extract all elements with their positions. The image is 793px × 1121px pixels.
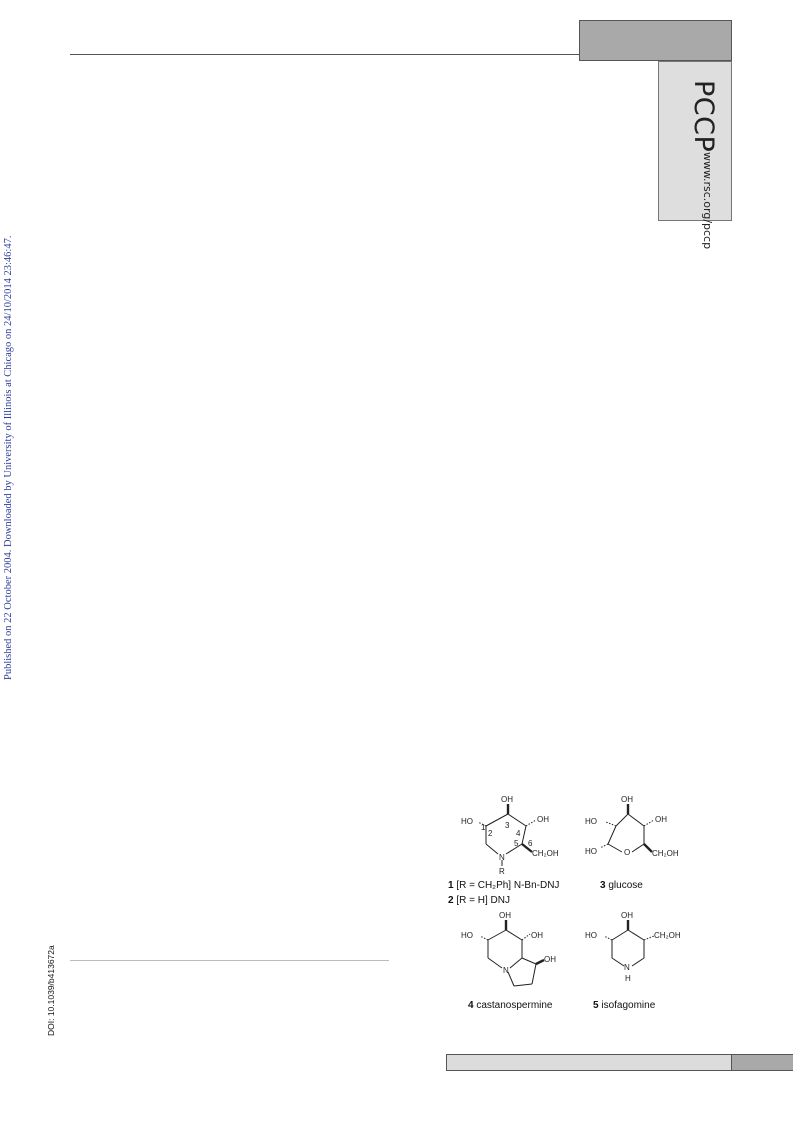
compound-label: glucose [608,880,643,891]
caption-compound-3 [600,880,643,891]
ring-number: 3 [505,821,510,830]
structures-svg [448,792,718,1022]
journal-url[interactable]: www.rsc.org/pccp [701,152,714,250]
header-tab [579,20,732,61]
compound-label: [R = CH₂Ph] N-Bn-DNJ [456,880,560,891]
atom-label: OH [621,911,633,920]
atom-label: H [625,974,631,983]
atom-label: OH [531,931,543,940]
atom-label: HO [461,931,473,940]
atom-label: N [624,963,630,972]
atom-label: CH₂OH [652,849,679,858]
header-rule [70,54,580,55]
compound-number: 3 [600,880,606,891]
atom-label: HO [585,847,597,856]
atom-label: HO [585,817,597,826]
doi-note: DOI: 10.1039/b413672a [46,945,56,1036]
compound-number: 2 [448,895,454,906]
caption-compound-4 [468,1000,553,1011]
ring-number: 1 [481,823,486,832]
atom-label: OH [537,815,549,824]
journal-label [672,80,719,250]
atom-label: OH [544,955,556,964]
atom-label: OH [621,795,633,804]
ring-number: 4 [516,829,521,838]
atom-label: OH [655,815,667,824]
atom-label: CH₂OH [532,849,559,858]
atom-label: HO [585,931,597,940]
published-note[interactable]: Published on 22 October 2004. Downloaded by University of Illinois at Chicago on 24/10/2014 23:46:47. [3,235,14,680]
atom-label: O [624,848,631,857]
atom-label: CH₂OH [654,931,681,940]
compound-number: 1 [448,880,454,891]
atom-label: N [499,853,505,862]
caption-compound-1 [448,880,559,891]
caption-compound-2 [448,895,510,906]
footnote-rule [70,960,389,961]
compound-label: castanospermine [476,1000,553,1011]
caption-compound-5 [593,1000,655,1011]
ring-number: 6 [528,839,533,848]
ring-number: 5 [514,839,519,848]
compound-label: [R = H] DNJ [456,895,510,906]
ring-number: 2 [488,829,493,838]
atom-label: HO [461,817,473,826]
atom-label: R [499,867,505,876]
compound-number: 4 [468,1000,474,1011]
compound-number: 5 [593,1000,599,1011]
atom-label: OH [501,795,513,804]
footer-tab [732,1054,793,1071]
atom-label: N [503,966,509,975]
footer-bar [446,1054,732,1071]
structures-figure [448,792,718,1022]
compound-label: isofagomine [601,1000,656,1011]
atom-label: OH [499,911,511,920]
journal-name: PCCP [688,80,719,153]
